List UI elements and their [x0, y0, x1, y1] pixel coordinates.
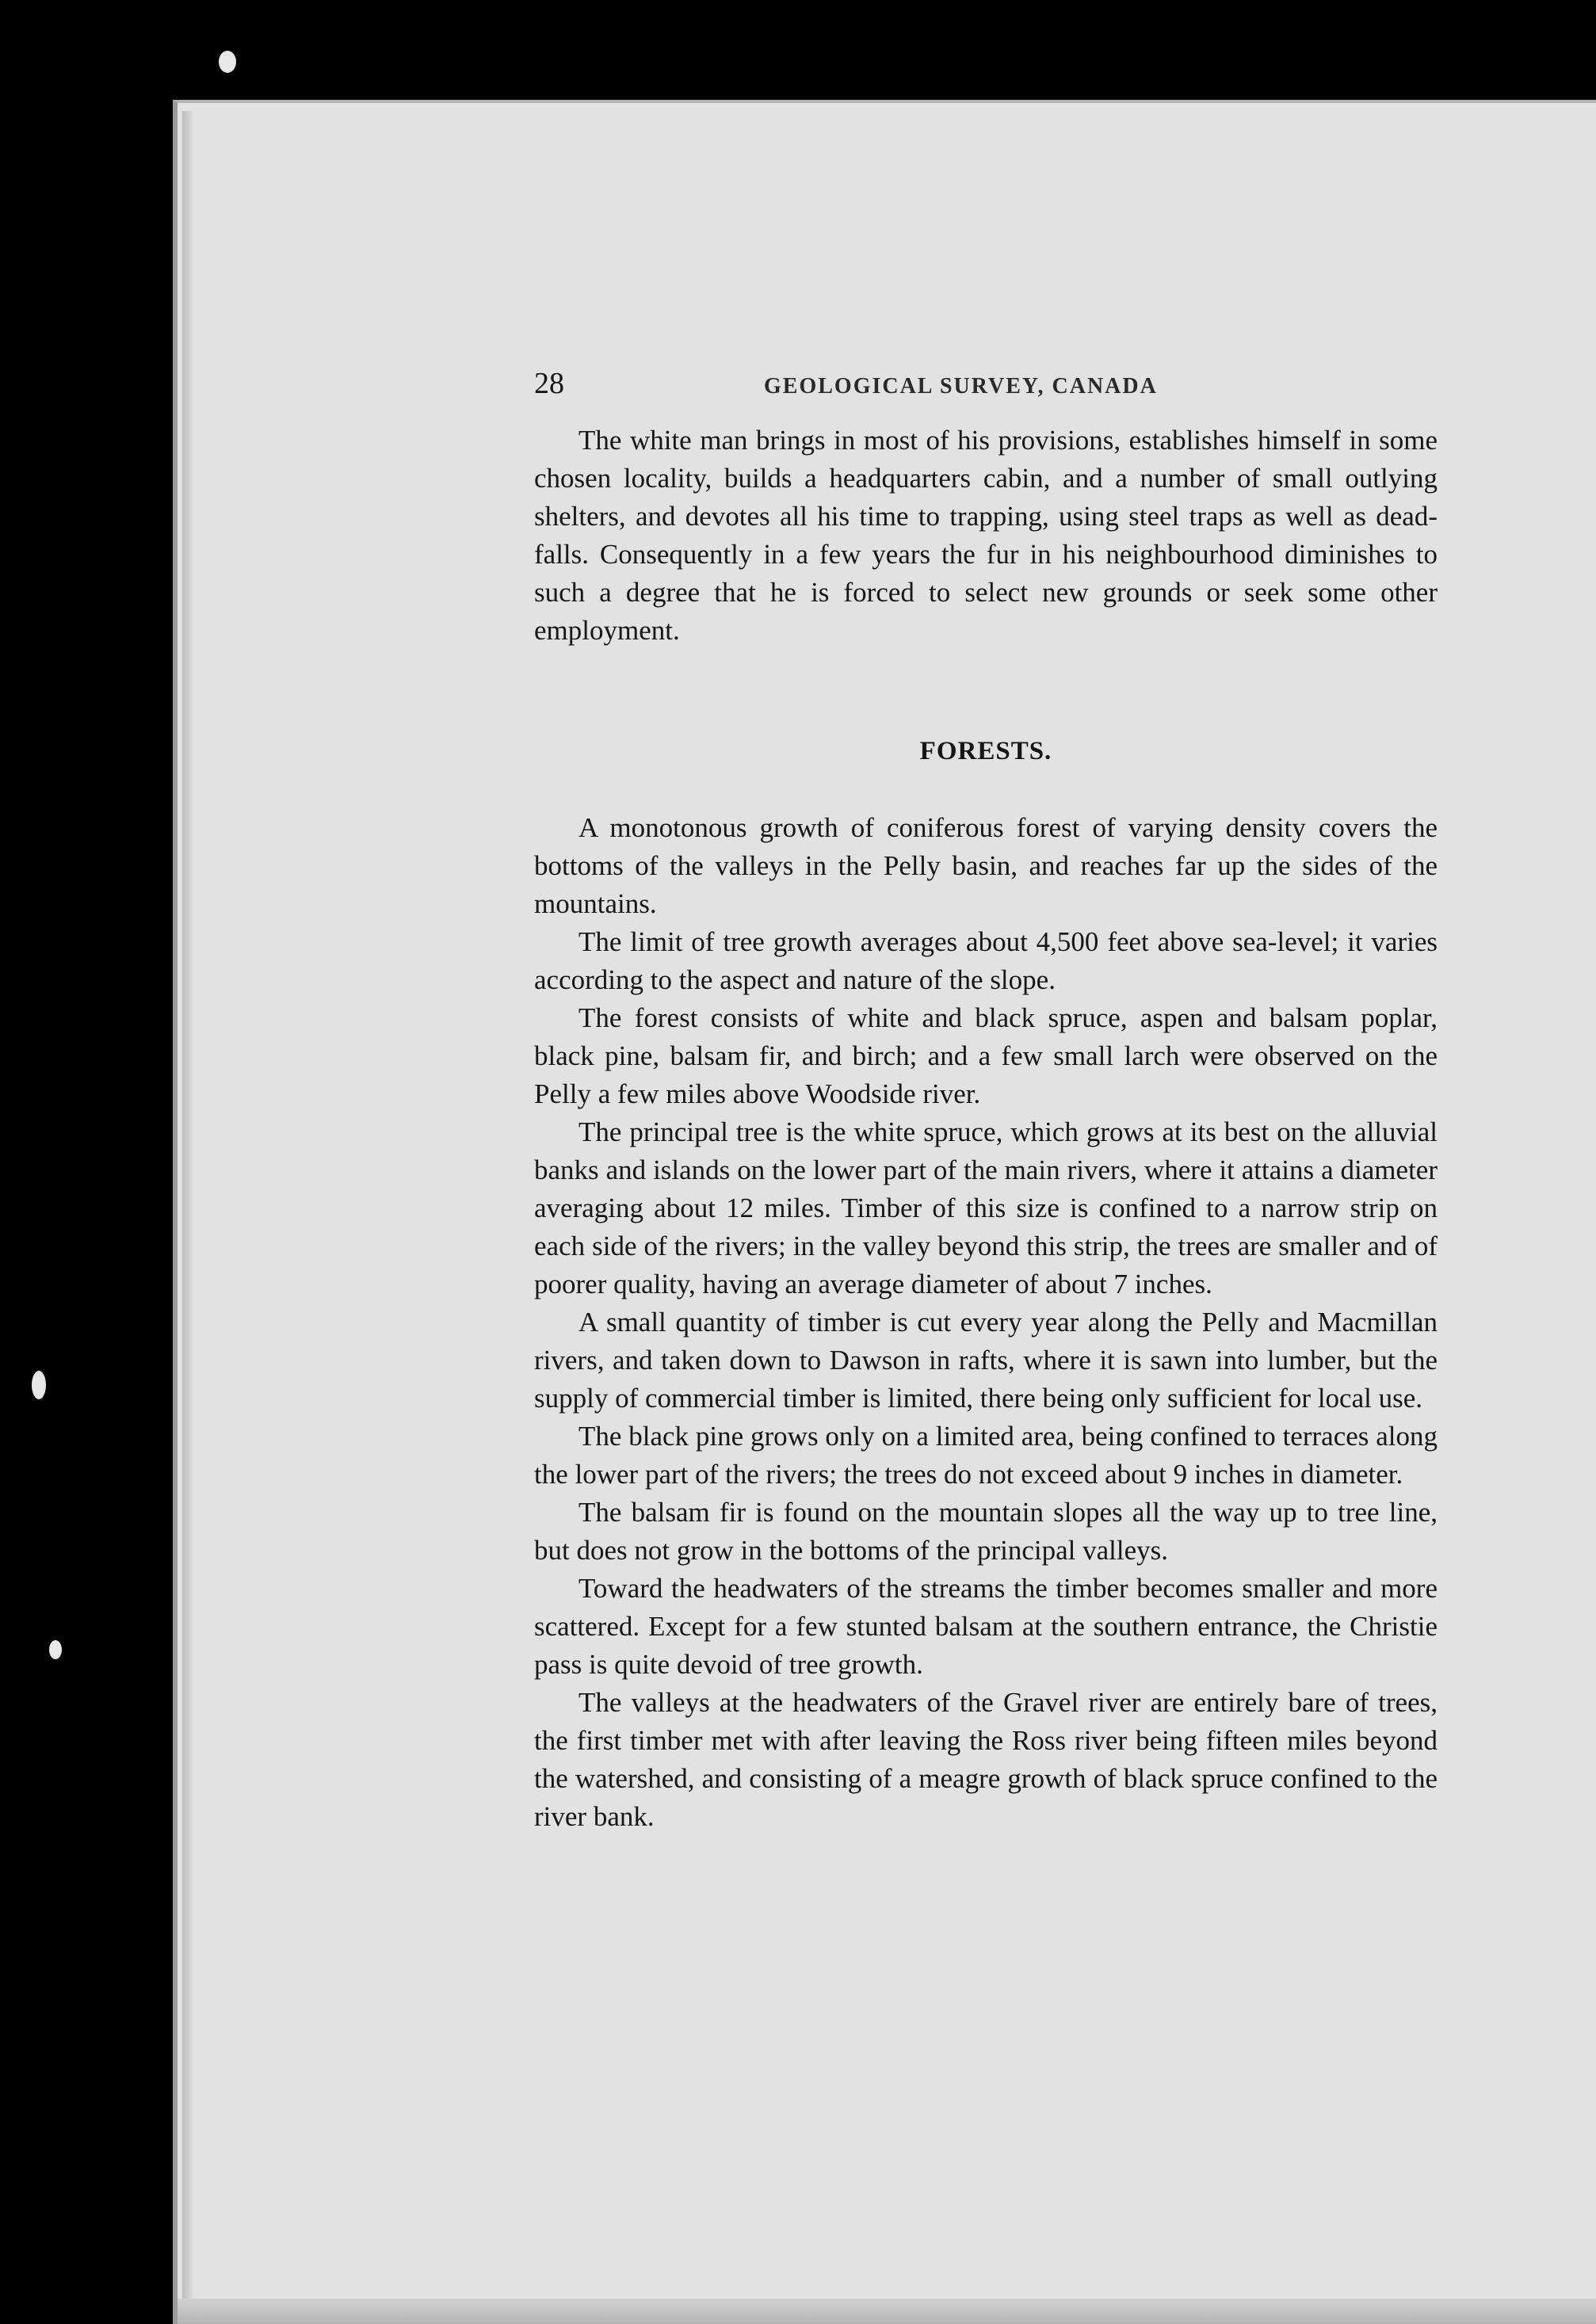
body-paragraph: The balsam fir is found on the mountain slopes all the way up to tree line, but does not grow in the bottoms of the principal valleys. [534, 1497, 1438, 1566]
body-paragraph: A monotonous growth of coniferous forest of varying density covers the bottoms of the valleys in the Pelly basin, and reaches far up the sides of the mountains. [534, 812, 1438, 919]
body-paragraph: The black pine grows only on a limited area, being confined to terraces along the lower part of the rivers; the trees do not exceed about 9 inches in diameter. [534, 1421, 1438, 1490]
body-paragraph: The principal tree is the white spruce, which grows at its best on the alluvial banks and islands on the lower part of the main rivers, where it attains a diameter averaging about 12 miles. Timber of this size is confined to a narrow strip on each side of the rivers; in the valley beyond this strip, the trees are smaller and of poorer quality, having an average diameter of about 7 inches. [534, 1116, 1438, 1299]
body-paragraph: Toward the headwaters of the streams the timber becomes smaller and more scattered. Except for a few stunted balsam at the southern entrance, the Christie pass is quite devoid of tree growth. [534, 1573, 1438, 1680]
body-paragraph: The limit of tree growth averages about 4,500 feet above sea-level; it varies according to the aspect and nature of the slope. [534, 926, 1438, 995]
page-number: 28 [534, 367, 564, 400]
page-fold-edge [182, 111, 193, 2314]
body-paragraph: The valleys at the headwaters of the Gravel river are entirely bare of trees, the first timber met with after leaving the Ross river being fifteen miles beyond the watershed, and consisting of a meagre growth of black spruce confined to the river bank. [534, 1687, 1438, 1832]
scan-speck [49, 1640, 62, 1659]
body-paragraph: The forest consists of white and black spruce, aspen and balsam poplar, black pine, balsam fir, and birch; and a few small larch were observed on the Pelly a few miles above Woodside river. [534, 1002, 1438, 1109]
running-title: GEOLOGICAL SURVEY, CANADA [764, 374, 1158, 399]
running-head [534, 366, 1438, 414]
section-heading: FORESTS. [919, 737, 1052, 765]
scan-speck [219, 51, 236, 73]
intro-paragraph: The white man brings in most of his provisions, establishes himself in some chosen locality, builds a headquarters cabin, and a number of small outlying shelters, and devotes all his time to trapping, using steel traps as well as dead-falls. Consequently in a few years the fur in his neighbourhood diminishes to such a degree that he is forced to select new grounds or seek some other employment. [534, 425, 1438, 646]
body-paragraph: A small quantity of timber is cut every year along the Pelly and Macmillan rivers, and taken down to Dawson in rafts, where it is sawn into lumber, but the supply of commercial timber is limited, there being only sufficient for local use. [534, 1307, 1438, 1414]
page-content [534, 366, 1438, 1836]
page-bottom-edge [178, 2299, 1596, 2324]
scan-speck [32, 1371, 46, 1399]
